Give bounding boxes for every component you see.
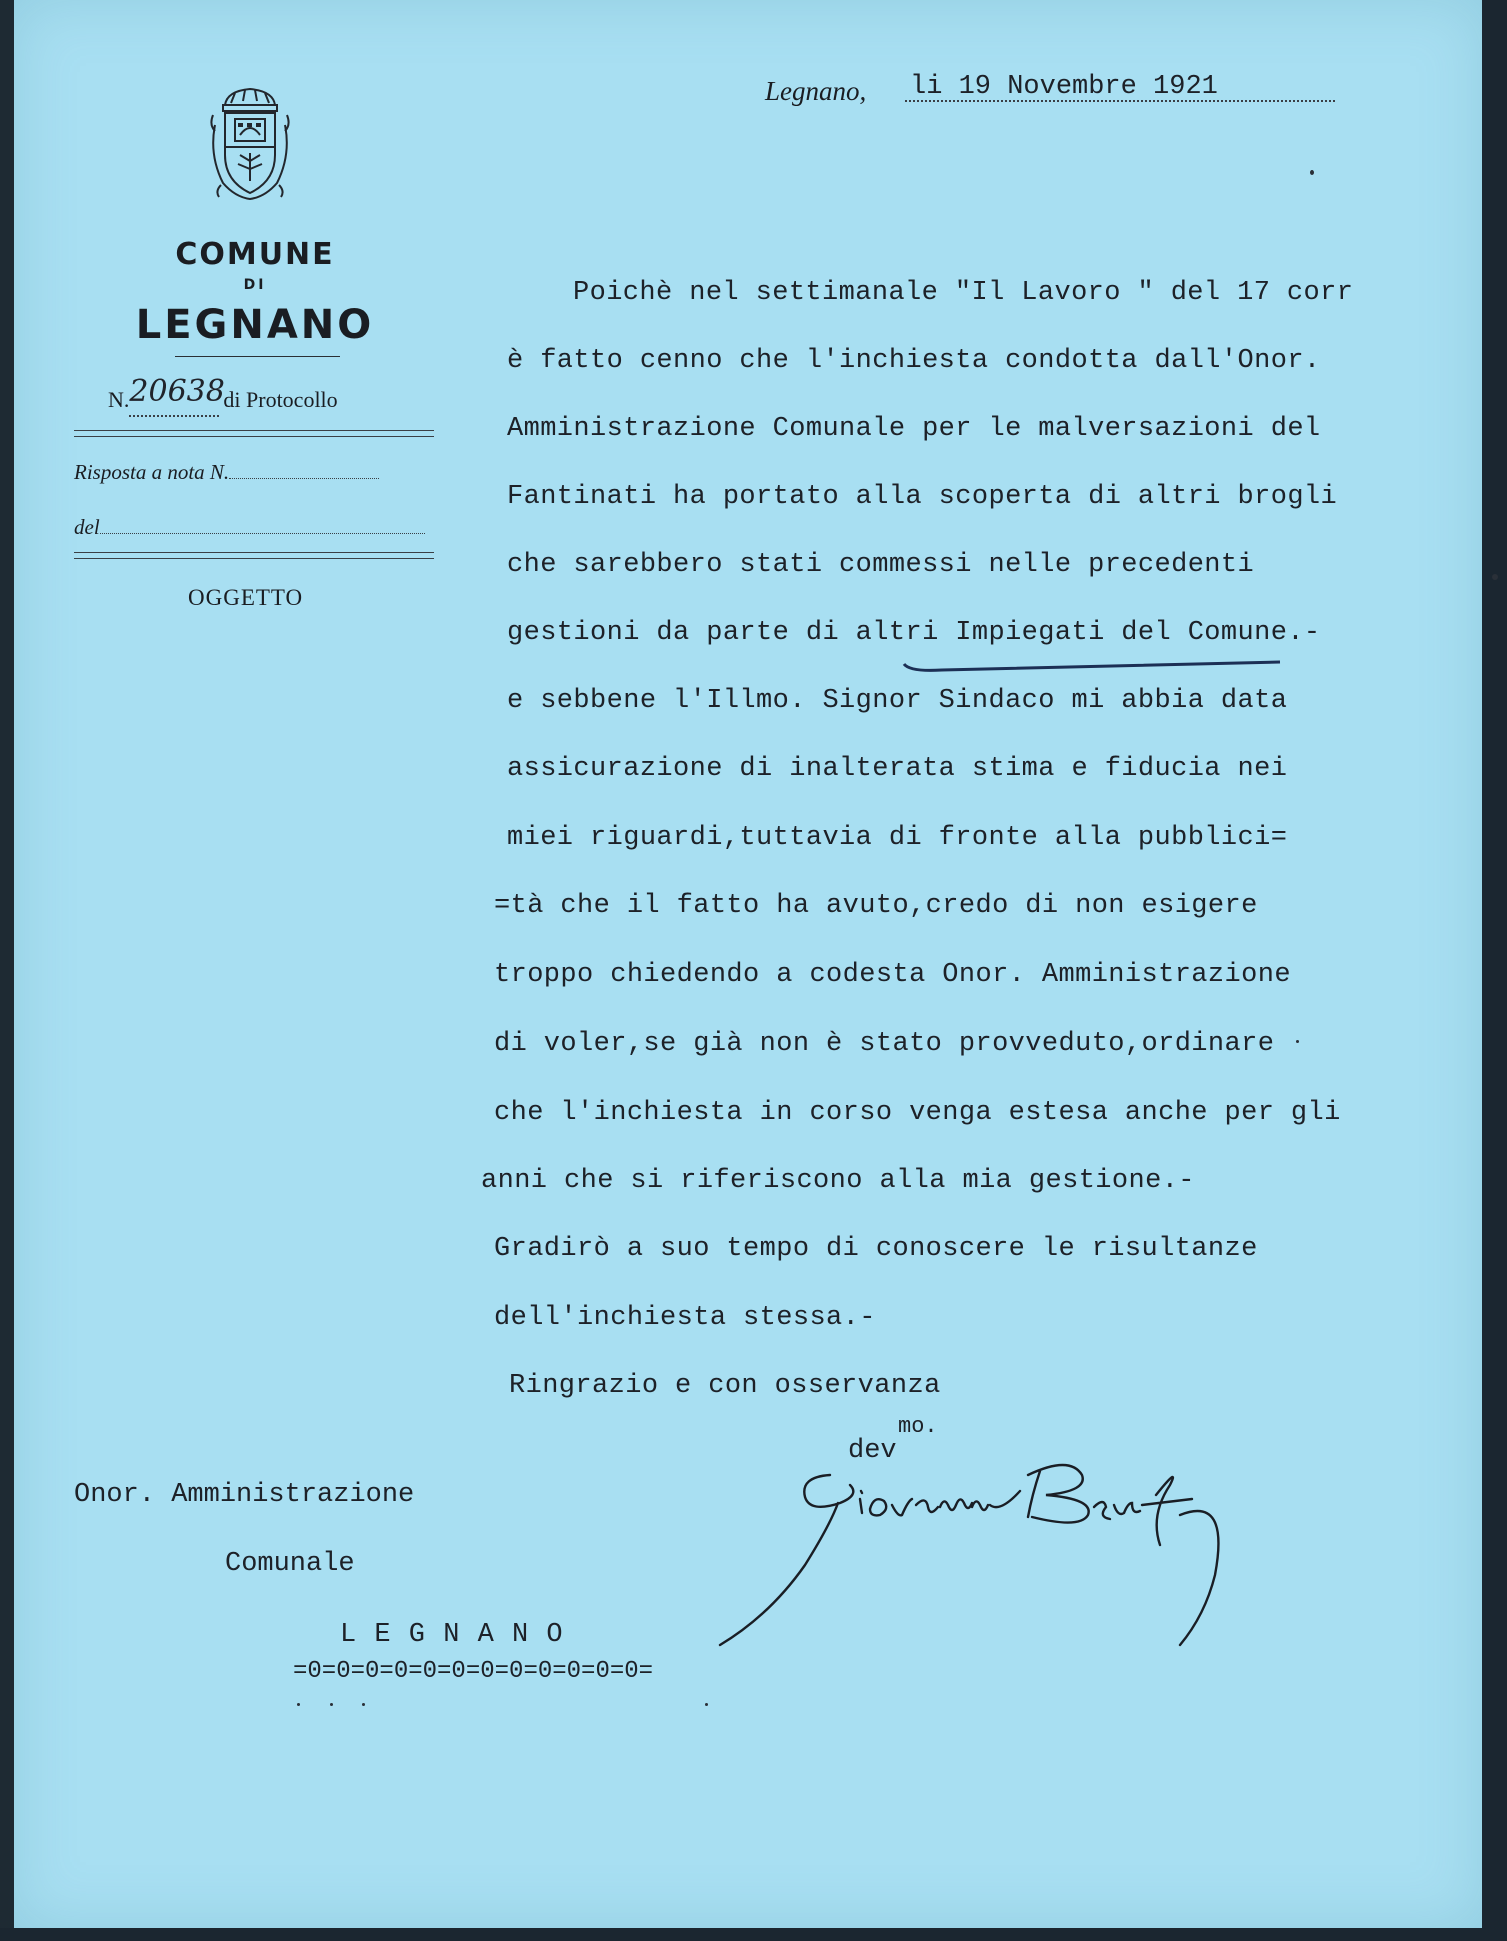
body-line: che l'inchiesta in corso venga estesa anche per gli	[494, 1098, 1341, 1128]
address-line-4: =0=0=0=0=0=0=0=0=0=0=0=0=	[293, 1658, 654, 1685]
dateline-dotted-rule	[905, 100, 1335, 102]
body-line: Amministrazione Comunale per le malversazioni del	[507, 414, 1321, 444]
scan-edge-left	[0, 0, 14, 1941]
body-line: che sarebbero stati commessi nelle precedenti	[507, 550, 1255, 580]
handwritten-underline	[902, 658, 1282, 678]
letterhead-comune: COMUNE	[175, 237, 335, 272]
risposta-field	[74, 460, 379, 485]
protocol-suffix: di Protocollo	[223, 387, 338, 412]
protocol-prefix: N.	[108, 387, 130, 412]
protocol-number: 20638	[129, 374, 225, 409]
scan-speck	[297, 1703, 300, 1706]
address-line-3: L E G N A N O	[340, 1620, 564, 1650]
scan-edge-bottom	[0, 1928, 1507, 1941]
body-line: dell'inchiesta stessa.-	[494, 1303, 876, 1333]
letterhead-rule	[175, 356, 340, 357]
closing-superscript: mo.	[898, 1414, 938, 1439]
body-line: =tà che il fatto ha avuto,credo di non esigere	[494, 891, 1258, 921]
scan-edge-right	[1482, 0, 1507, 1941]
scan-speck	[330, 1703, 333, 1706]
risposta-label: Risposta a nota N.	[74, 460, 230, 484]
body-line: anni che si riferiscono alla mia gestione.-	[481, 1166, 1195, 1196]
scan-speck	[1296, 1040, 1299, 1043]
body-line: Ringrazio e con osservanza	[509, 1371, 941, 1401]
coat-of-arms-icon	[205, 85, 295, 203]
del-field	[74, 515, 425, 540]
body-line: Fantinati ha portato alla scoperta di altri brogli	[507, 482, 1338, 512]
body-line: assicurazione di inalterata stima e fiducia nei	[507, 754, 1288, 784]
letterhead-di: DI	[243, 277, 267, 293]
body-line: miei riguardi,tuttavia di fronte alla pubblici=	[507, 823, 1288, 853]
dateline-date: li 19 Novembre 1921	[910, 72, 1218, 102]
scan-speck	[362, 1703, 365, 1706]
handwritten-signature	[710, 1455, 1290, 1655]
dateline-place: Legnano,	[765, 76, 867, 106]
divider-rule	[74, 552, 434, 559]
scan-speck	[705, 1703, 708, 1706]
body-line: di voler,se già non è stato provveduto,ordinare	[494, 1029, 1275, 1059]
address-line-1: Onor. Amministrazione	[74, 1480, 415, 1510]
body-line: Poichè nel settimanale "Il Lavoro " del 17 corr	[573, 278, 1354, 308]
body-line: Gradirò a suo tempo di conoscere le risultanze	[494, 1234, 1258, 1264]
protocol-line	[108, 374, 338, 417]
oggetto-label: OGGETTO	[188, 585, 304, 610]
scan-speck	[1310, 170, 1314, 175]
body-line: gestioni da parte di altri Impiegati del Comune.-	[507, 618, 1321, 648]
scan-speck	[1492, 574, 1498, 580]
body-line: e sebbene l'Illmo. Signor Sindaco mi abbia data	[507, 686, 1288, 716]
del-label: del	[74, 515, 100, 539]
body-line: troppo chiedendo a codesta Onor. Amministrazione	[494, 960, 1291, 990]
address-line-2: Comunale	[225, 1549, 355, 1579]
body-line: è fatto cenno che l'inchiesta condotta dall'Onor.	[507, 346, 1321, 376]
letterhead-city: LEGNANO	[135, 302, 375, 348]
closing-dev: dev	[848, 1436, 897, 1466]
divider-rule	[74, 430, 434, 437]
